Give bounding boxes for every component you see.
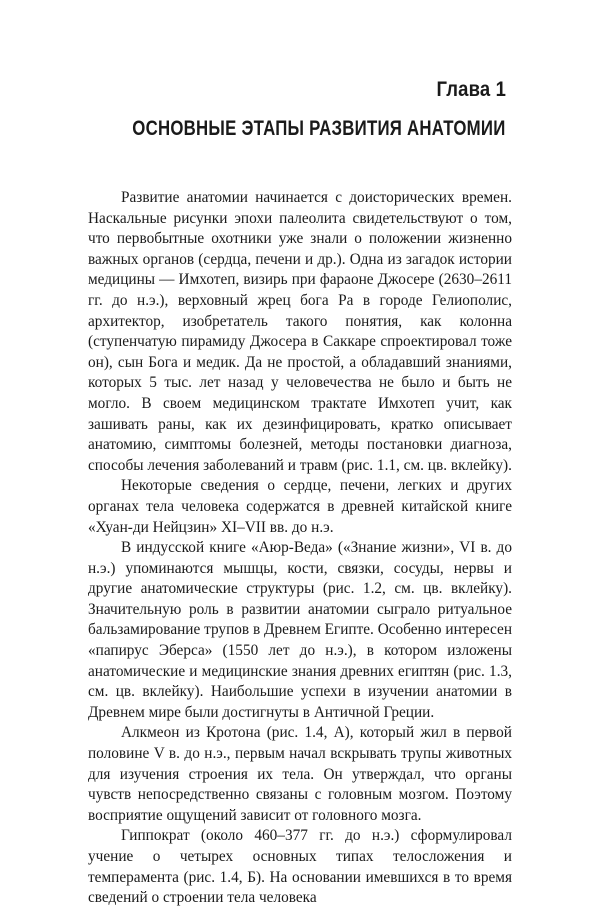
paragraph: Алкмеон из Кротона (рис. 1.4, А), который жил в первой половине V в. до н.э., первым начал вскрывать трупы животных для изучения строения их тела. Он утверждал, что органы чувств непосредственно связаны с головным мозгом. Поэтому восприятие ощущений зависит от головного мозга.: [88, 724, 512, 824]
paragraph: Развитие анатомии начинается с доисторических времен. Наскальные рисунки эпохи палеолита свидетельствуют о том, что первобытные охотники уже знали о положении жизненно важных органов (сердца, печени и др.). Одна из загадок истории медицины — Имхотеп, визирь при фараоне Джосере (2630–2611 гг. до н.э.), верховный жрец бога Ра в городе Гелиополис, архитектор, изобретатель такого понятия, как колонна (ступенчатую пирамиду Джосера в Саккаре спроектировал тоже он), сын Бога и медик. Да не простой, а обладавший знаниями, которых 5 тыс. лет назад у человечества не было и быть не могло. В своем медицинском трактате Имхотеп учит, как зашивать раны, как их дезинфицировать, кратко описывает анатомию, симптомы болезней, методы постановки диагноза, способы лечения заболеваний и травм (рис. 1.1, см. цв. вклейку).: [88, 189, 512, 474]
paragraph: В индусской книге «Аюр-Веда» («Знание жизни», VI в. до н.э.) упоминаются мышцы, кости, связки, сосуды, нервы и другие анатомические структуры (рис. 1.2, см. цв. вклейку). Значительную роль в развитии анатомии сыграло ритуальное бальзамирование трупов в Древнем Египте. Особенно интересен «папирус Эберса» (1550 лет до н.э.), в котором изложены анатомические и медицинские знания древних египтян (рис. 1.3, см. цв. вклейку). Наибольшие успехи в изучении анатомии в Древнем мире были достигнуты в Античной Греции.: [88, 539, 513, 721]
paragraph: Гиппократ (около 460–377 гг. до н.э.) сформулировал учение о четырех основных типах телосложения и темперамента (рис. 1.4, Б). На основании имевшихся в то время сведений о строении тела человека: [88, 827, 512, 907]
chapter-label: Глава 1: [436, 78, 506, 101]
body-text: [88, 188, 512, 909]
chapter-title: ОСНОВНЫЕ ЭТАПЫ РАЗВИТИЯ АНАТОМИИ: [132, 117, 506, 140]
paragraph: Некоторые сведения о сердце, печени, легких и других органах тела человека содержатся в древней китайской книге «Хуан-ди Нейцзин» XI–VII вв. до н.э.: [88, 477, 512, 536]
